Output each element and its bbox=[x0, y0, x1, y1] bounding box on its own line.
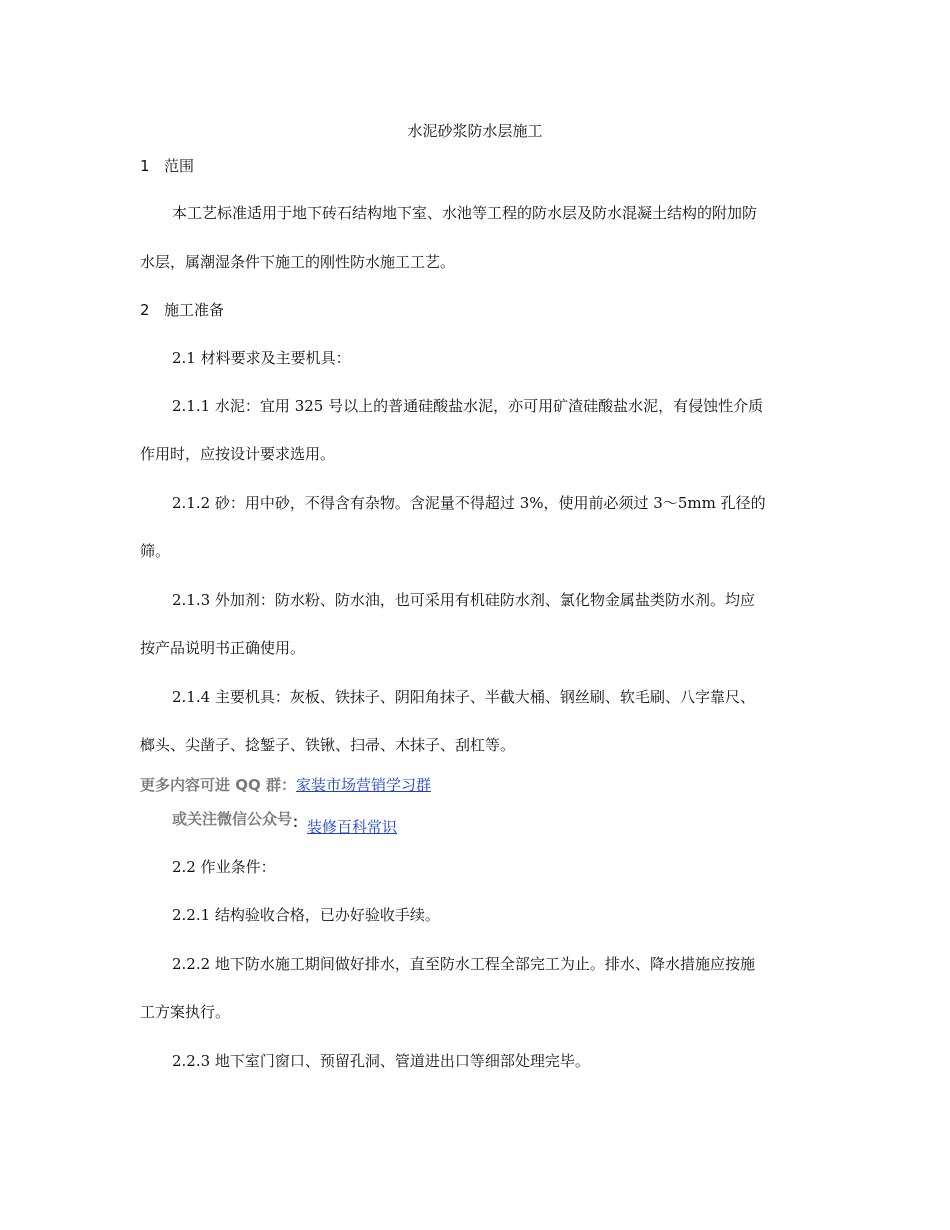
item-2-1-3-line-2: 按产品说明书正确使用。 bbox=[140, 639, 306, 657]
section-1-paragraph-line-1: 本工艺标准适用于地下砖石结构地下室、水池等工程的防水层及防水混凝土结构的附加防 bbox=[172, 204, 758, 222]
item-2-1-2-line-2: 筛。 bbox=[140, 542, 171, 560]
section-1-number: 1 bbox=[140, 157, 150, 175]
item-2-1-2-line-1: 2.1.2 砂：用中砂，不得含有杂物。含泥量不得超过 3%，使用前必须过 3～5mm 孔径的 bbox=[172, 494, 766, 512]
item-2-1-4-line-1: 2.1.4 主要机具：灰板、铁抹子、阴阳角抹子、半截大桶、钢丝刷、软毛刷、八字靠尺、 bbox=[172, 688, 755, 706]
section-2-title: 施工准备 bbox=[164, 301, 225, 319]
item-2-1-4-line-2: 榔头、尖凿子、捻錾子、铁锹、扫帚、木抹子、刮杠等。 bbox=[140, 736, 516, 754]
promo-qq-line bbox=[140, 775, 431, 795]
section-1-heading bbox=[140, 156, 194, 176]
subsection-2-2: 2.2 作业条件： bbox=[172, 858, 276, 876]
promo-wechat-colon: ： bbox=[292, 813, 308, 831]
section-1-title: 范围 bbox=[164, 157, 195, 175]
item-2-1-3-line-1: 2.1.3 外加剂：防水粉、防水油，也可采用有机硅防水剂、氯化物金属盐类防水剂。均应 bbox=[172, 591, 755, 609]
item-2-2-3: 2.2.3 地下室门窗口、预留孔洞、管道进出口等细部处理完毕。 bbox=[172, 1052, 590, 1070]
item-2-1-1-line-2: 作用时，应按设计要求选用。 bbox=[140, 445, 336, 463]
wechat-account-link[interactable]: 装修百科常识 bbox=[307, 818, 398, 836]
qq-group-link[interactable]: 家装市场营销学习群 bbox=[295, 776, 431, 794]
item-2-1-1-line-1: 2.1.1 水泥：宜用 325 号以上的普通硅酸盐水泥，亦可用矿渣硅酸盐水泥，有侵蚀性介质 bbox=[172, 397, 764, 415]
section-1-paragraph-line-2: 水层，属潮湿条件下施工的刚性防水施工工艺。 bbox=[140, 253, 456, 271]
document-title: 水泥砂浆防水层施工 bbox=[407, 122, 543, 140]
item-2-2-1: 2.2.1 结构验收合格，已办好验收手续。 bbox=[172, 906, 440, 924]
subsection-2-1: 2.1 材料要求及主要机具： bbox=[172, 349, 351, 367]
promo-qq-prefix: 更多内容可进 QQ 群： bbox=[140, 776, 296, 794]
section-2-number: 2 bbox=[140, 301, 150, 319]
promo-wechat-line bbox=[172, 809, 398, 836]
promo-wechat-prefix: 或关注微信公众号 bbox=[172, 810, 293, 828]
item-2-2-2-line-1: 2.2.2 地下防水施工期间做好排水，直至防水工程全部完工为止。排水、降水措施应按施 bbox=[172, 955, 755, 973]
item-2-2-2-line-2: 工方案执行。 bbox=[140, 1003, 231, 1021]
section-2-heading bbox=[140, 300, 224, 320]
